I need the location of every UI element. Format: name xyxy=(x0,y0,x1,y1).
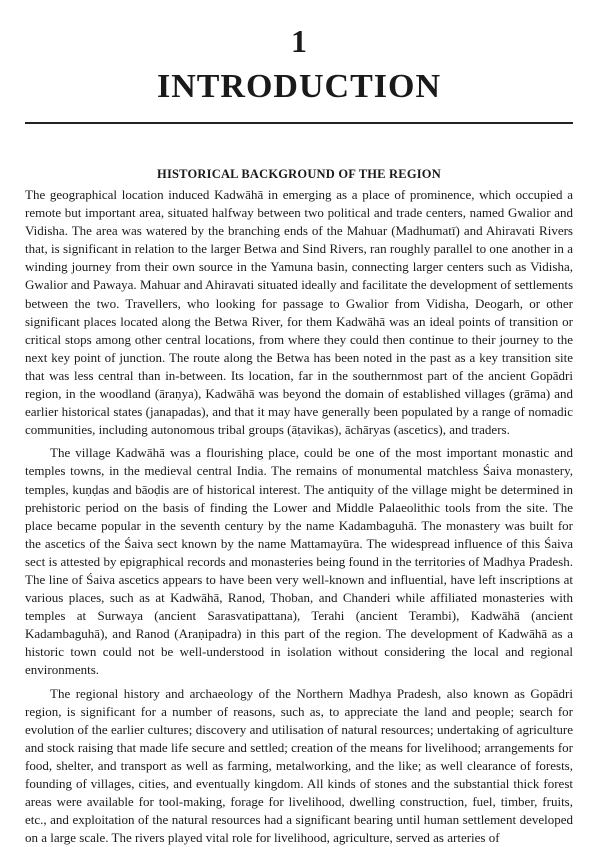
paragraph: The village Kadwāhā was a flourishing place, could be one of the most important monastic and temples towns, in the medieval central India. The remains of monumental matchless Śaiva monastery, temples, kuṇḍas and bāoḍis are of historical interest. The antiquity of the village might be determined in prehistoric period on the basis of finding the Lower and Middle Palaeolithic tools from the site. The place became popular in the seventh century by the name Kadambaguhā. The monastery was built for the ascetics of the Śaiva sect known by the name Mattamayūra. The widespread influence of this Śaiva sect is attested by epigraphical records and monasteries being found in the territories of Madhya Pradesh. The line of Śaiva ascetics appears to have been very well-known and influential, have left inscriptions at various places, such as at Kadwāhā, Ranod, Thoban, and Chanderi while affiliated monasteries with temples at Surwaya (ancient Sarasvatipattana), Terahi (ancient Terambi), Kadwāhā (ancient Kadambaguhā), and Ranod (Araṇipadra) in this part of the region. The development of Kadwāhā as a historic town could not be well-understood in isolation without considering the local and regional environments. xyxy=(25,445,573,678)
body-text xyxy=(25,186,573,847)
paragraph: The regional history and archaeology of the Northern Madhya Pradesh, also known as Gopādri region, is significant for a number of reasons, such as, to appreciate the land and people; search for evolution of the earlier cultures; discovery and utilisation of natural resources; undertaking of agriculture and stock raising that made life secure and settled; creation of the means for livelihood; arrangements for food, shelter, and transport as well as farming, metalworking, and the like; as well clearance of forests, founding of villages, cities, and eventually kingdom. All kinds of stones and the substantial thick forest areas were available for tool-making, forage for livelihood, dwelling construction, fuel, timber, fruits, etc., and exploitation of the natural resources had a significant bearing until human settlement developed on a large scale. The rivers played vital role for livelihood, agriculture, served as arteries of xyxy=(25,685,573,846)
section-heading: HISTORICAL BACKGROUND OF THE REGION xyxy=(157,167,441,181)
paragraph: The geographical location induced Kadwāhā in emerging as a place of prominence, which occupied a remote but important area, situated halfway between two political and trade centers, named Gwalior and Vidisha. The area was watered by the branching ends of the Mahuar (Madhumatī) and Ahiravati Rivers that, is significant in relation to the larger Betwa and Sind Rivers, ran roughly parallel to one another in a winding journey from their own source in the Yamuna basin, connecting larger centers such as Vidisha, Gwalior and Pawaya. Mahuar and Ahiravati situated ideally and facilitate the development of settlements between the two. Travellers, who looking for passage to Gwalior from Vidisha, Deogarh, or other significant places located along the Betwa River, for them Kadwāhā was an ideal points of transition or critical stops among other central locations, from where they could then continue to their journey to the next key point of junction. The route along the Betwa has been noted in the past as a key transition site that was less central than in-between. Its location, far in the southernmost part of the ancient Gopādri region, in the woodland (āraṇya), Kadwāhā was beyond the domain of established villages (grāma) and earlier historical states (janapadas), and that it may have generally been populated by a range of nomadic communities, including autonomous tribal groups (āṭavikas), āchāryas (ascetics), and traders. xyxy=(25,187,573,438)
chapter-number: 1 xyxy=(291,23,307,59)
title-rule xyxy=(25,122,573,124)
chapter-title: INTRODUCTION xyxy=(156,68,442,105)
